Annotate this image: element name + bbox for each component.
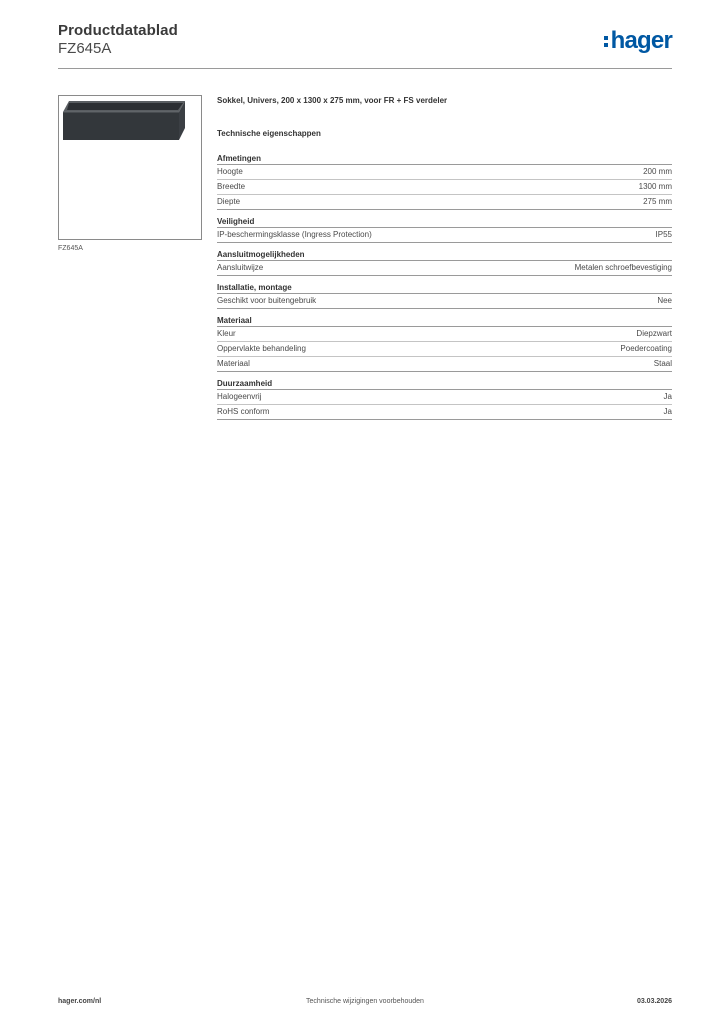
product-image bbox=[58, 95, 202, 240]
spec-label: Breedte bbox=[217, 182, 246, 191]
section-title: Afmetingen bbox=[217, 154, 672, 165]
footer-website: hager.com/nl bbox=[58, 998, 102, 1005]
spec-section bbox=[217, 283, 672, 309]
section-title: Materiaal bbox=[217, 316, 672, 327]
spec-row bbox=[217, 180, 672, 195]
image-caption: FZ645A bbox=[58, 245, 83, 252]
spec-row bbox=[217, 390, 672, 405]
spec-row bbox=[217, 261, 672, 276]
spec-value: IP55 bbox=[655, 230, 672, 239]
spec-label: Geschikt voor buitengebruik bbox=[217, 296, 317, 305]
spec-value: Diepzwart bbox=[636, 329, 672, 338]
document-footer bbox=[58, 998, 672, 1010]
hager-logo bbox=[604, 28, 672, 54]
spec-row bbox=[217, 165, 672, 180]
footer-date: 03.03.2026 bbox=[636, 998, 672, 1005]
spec-label: IP-beschermingsklasse (Ingress Protection) bbox=[217, 230, 372, 239]
spec-value: Staal bbox=[653, 359, 672, 368]
spec-row bbox=[217, 357, 672, 372]
spec-section bbox=[217, 154, 672, 210]
footer-disclaimer: Technische wijzigingen voorbehouden bbox=[306, 998, 424, 1005]
section-title: Aansluitmogelijkheden bbox=[217, 250, 672, 261]
logo-text: hager bbox=[610, 27, 672, 54]
spec-row bbox=[217, 405, 672, 420]
spec-value: 200 mm bbox=[643, 167, 672, 176]
spec-label: Kleur bbox=[217, 329, 236, 338]
logo-dots-icon bbox=[604, 34, 609, 48]
spec-label: Halogeenvrij bbox=[217, 392, 262, 401]
spec-value: Ja bbox=[663, 407, 672, 416]
spec-section bbox=[217, 379, 672, 420]
spec-value: Poedercoating bbox=[620, 344, 672, 353]
spec-label: Oppervlakte behandeling bbox=[217, 344, 306, 353]
product-description: Sokkel, Univers, 200 x 1300 x 275 mm, voor FR + FS verdeler bbox=[217, 96, 448, 105]
spec-row bbox=[217, 195, 672, 210]
spec-value: 275 mm bbox=[643, 197, 672, 206]
spec-content bbox=[217, 96, 672, 427]
spec-label: Hoogte bbox=[217, 167, 243, 176]
product-code: FZ645A bbox=[58, 40, 112, 57]
section-title: Installatie, montage bbox=[217, 283, 672, 294]
spec-value: Nee bbox=[657, 296, 672, 305]
spec-value: Ja bbox=[663, 392, 672, 401]
spec-row bbox=[217, 327, 672, 342]
spec-row bbox=[217, 342, 672, 357]
spec-label: Aansluitwijze bbox=[217, 263, 264, 272]
technical-properties-title: Technische eigenschappen bbox=[217, 129, 321, 138]
section-title: Duurzaamheid bbox=[217, 379, 672, 390]
spec-row bbox=[217, 228, 672, 243]
spec-row bbox=[217, 294, 672, 309]
spec-section bbox=[217, 217, 672, 243]
spec-value: Metalen schroefbevestiging bbox=[574, 263, 672, 272]
spec-section bbox=[217, 316, 672, 372]
spec-label: RoHS conform bbox=[217, 407, 270, 416]
spec-label: Diepte bbox=[217, 197, 241, 206]
product-plinth-image bbox=[59, 96, 201, 239]
section-title: Veiligheid bbox=[217, 217, 672, 228]
document-title: Productdatablad bbox=[58, 22, 178, 39]
spec-value: 1300 mm bbox=[638, 182, 672, 191]
document-header bbox=[58, 22, 672, 69]
spec-label: Materiaal bbox=[217, 359, 250, 368]
spec-section bbox=[217, 250, 672, 276]
spec-sections bbox=[217, 154, 672, 420]
